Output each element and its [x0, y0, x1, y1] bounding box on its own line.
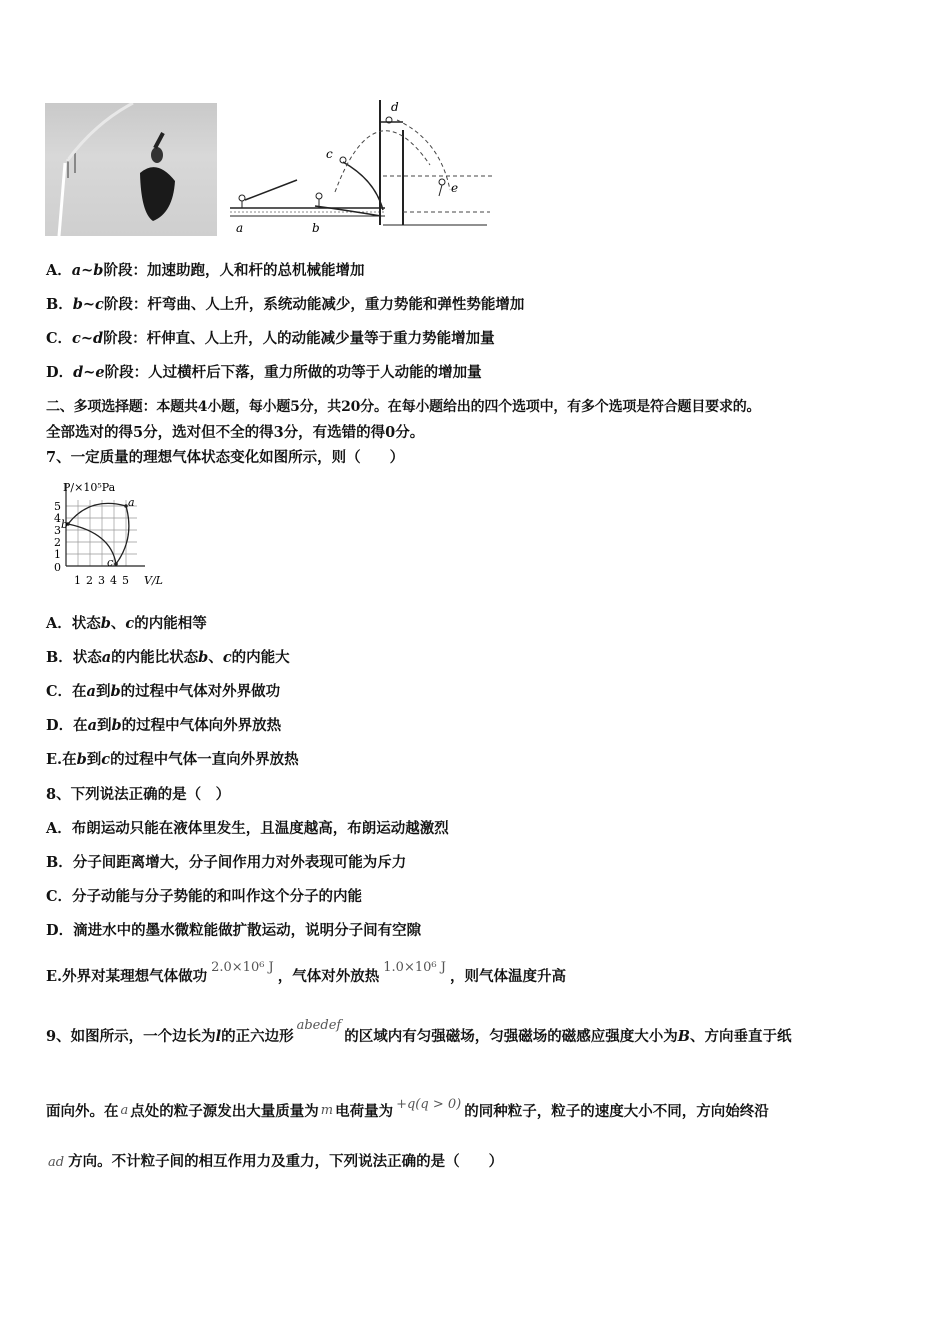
q9-line2: [46, 1097, 769, 1122]
t: E.在: [46, 751, 77, 768]
v: a: [101, 649, 112, 666]
q8-option-e: [46, 960, 566, 987]
t: 到: [86, 751, 102, 768]
pv-ylabel: P/×10⁵Pa: [63, 481, 116, 494]
ytick: 1: [54, 548, 61, 561]
t: ，则气体温度升高: [449, 968, 566, 985]
option-var: b~c: [72, 296, 104, 313]
v: b: [198, 649, 209, 666]
t: 到: [96, 717, 112, 734]
t: 的过程中气体一直向外界放热: [110, 751, 299, 768]
v: c: [125, 615, 135, 632]
q6-option-b: [46, 296, 524, 314]
math-work: 2.0×10⁶ J: [211, 960, 274, 975]
q8-option-b: B．分子间距离增大，分子间作用力对外表现可能为斥力: [46, 854, 407, 871]
t: 、: [110, 615, 126, 632]
t: 电荷量为: [335, 1103, 394, 1120]
math-ad: ad: [48, 1155, 65, 1170]
q8-stem: 8、下列说法正确的是（ ）: [46, 786, 231, 803]
v: l: [215, 1028, 222, 1045]
option-text: 阶段：杆伸直、人上升，人的动能减少量等于重力势能增加量: [103, 330, 495, 347]
option-text: 阶段：人过横杆后下落，重力所做的功等于人动能的增加量: [104, 364, 482, 381]
t: D．在: [46, 717, 88, 734]
t: E.外界对某理想气体做功: [46, 968, 208, 985]
ytick: 4: [54, 512, 61, 525]
math-hexagon: abedef: [296, 1018, 342, 1033]
label-c: c: [326, 147, 333, 161]
q7-option-d: [46, 717, 281, 735]
option-var: a~b: [71, 262, 104, 279]
ytick: 0: [54, 561, 61, 574]
t: ，气体对外放热: [277, 968, 380, 985]
xtick: 2: [86, 574, 93, 587]
q8-option-d: D．滴进水中的墨水微粒能做扩散运动，说明分子间有空隙: [46, 922, 422, 939]
t: 的内能比状态: [111, 649, 199, 666]
q6-option-d: [46, 364, 482, 382]
option-text: 阶段：杆弯曲、人上升，系统动能减少，重力势能和弹性势能增加: [103, 296, 525, 313]
q7-option-b: [46, 649, 290, 667]
q7-option-a: [46, 615, 207, 633]
t: 到: [95, 683, 111, 700]
t: 的过程中气体对外界做功: [120, 683, 281, 700]
option-prefix: C．: [46, 330, 73, 347]
v: c: [222, 649, 232, 666]
v: a: [86, 683, 96, 700]
v: b: [76, 751, 87, 768]
label-b: b: [312, 221, 320, 235]
t: 的同种粒子，粒子的速度大小不同，方向始终沿: [464, 1103, 769, 1120]
option-prefix: D．: [46, 364, 74, 381]
v: b: [100, 615, 111, 632]
point-b: b: [61, 518, 69, 531]
q9-line1: [46, 1018, 792, 1047]
pv-xlabel: V/L: [144, 574, 163, 587]
math-charge: +q(q > 0): [396, 1097, 462, 1112]
v: c: [101, 751, 111, 768]
ytick: 2: [54, 536, 61, 549]
xtick: 5: [122, 574, 129, 587]
point-c: c: [107, 556, 114, 569]
q7-stem: 7、一定质量的理想气体状态变化如图所示，则（ ）: [46, 449, 405, 466]
option-prefix: B．: [46, 296, 73, 313]
section2-line1: 二、多项选择题：本题共4小题，每小题5分，共20分。在每小题给出的四个选项中，有多个选项是符合题目要求的。: [46, 399, 761, 415]
ytick: 5: [54, 500, 61, 513]
v: b: [110, 683, 121, 700]
q8-option-c: C．分子动能与分子势能的和叫作这个分子的内能: [46, 888, 363, 905]
point-a: a: [128, 496, 135, 509]
v: B: [677, 1028, 690, 1045]
t: 方向。不计粒子间的相互作用力及重力，下列说法正确的是（ ）: [68, 1153, 504, 1170]
xtick: 3: [98, 574, 105, 587]
q8-option-a: A．布朗运动只能在液体里发生，且温度越高，布朗运动越激烈: [46, 820, 449, 837]
section2-line2: 全部选对的得5分，选对但不全的得3分，有选错的得0分。: [46, 424, 425, 441]
t: 、方向垂直于纸: [689, 1028, 792, 1045]
t: 的过程中气体向外界放热: [121, 717, 282, 734]
math-heat: 1.0×10⁶ J: [383, 960, 446, 975]
t: C．在: [46, 683, 87, 700]
math-a: a: [120, 1103, 129, 1118]
t: 9、如图所示，一个边长为: [46, 1028, 216, 1045]
label-d: d: [391, 100, 399, 114]
t: 点处的粒子源发出大量质量为: [130, 1103, 319, 1120]
t: 面向外。在: [46, 1103, 119, 1120]
t: 、: [208, 649, 223, 666]
option-var: c~d: [72, 330, 104, 347]
q7-option-e: [46, 751, 299, 769]
option-prefix: A．: [46, 262, 72, 279]
t: B．状态: [46, 649, 102, 666]
v: b: [111, 717, 122, 734]
t: 的区域内有匀强磁场，匀强磁场的磁感应强度大小为: [344, 1028, 678, 1045]
label-e: e: [451, 181, 459, 195]
v: a: [87, 717, 97, 734]
t: 的正六边形: [221, 1028, 294, 1045]
pole-vault-photo: [45, 103, 217, 236]
xtick: 1: [74, 574, 81, 587]
q9-line3: [46, 1153, 503, 1172]
q7-option-c: [46, 683, 280, 701]
t: A．状态: [46, 615, 101, 632]
q6-option-c: [46, 330, 495, 348]
ytick: 3: [54, 524, 61, 537]
pv-graph: [45, 478, 170, 590]
xtick: 4: [110, 574, 117, 587]
t: 的内能相等: [134, 615, 207, 632]
label-a: a: [236, 221, 244, 235]
pole-vault-photo-drawing: [45, 103, 217, 236]
option-var: d~e: [73, 364, 105, 381]
q6-option-a: [46, 262, 364, 280]
t: 的内能大: [231, 649, 290, 666]
option-text: 阶段：加速助跑，人和杆的总机械能增加: [103, 262, 365, 279]
math-m: m: [320, 1103, 334, 1118]
pole-vault-phases-diagram: [225, 100, 495, 240]
